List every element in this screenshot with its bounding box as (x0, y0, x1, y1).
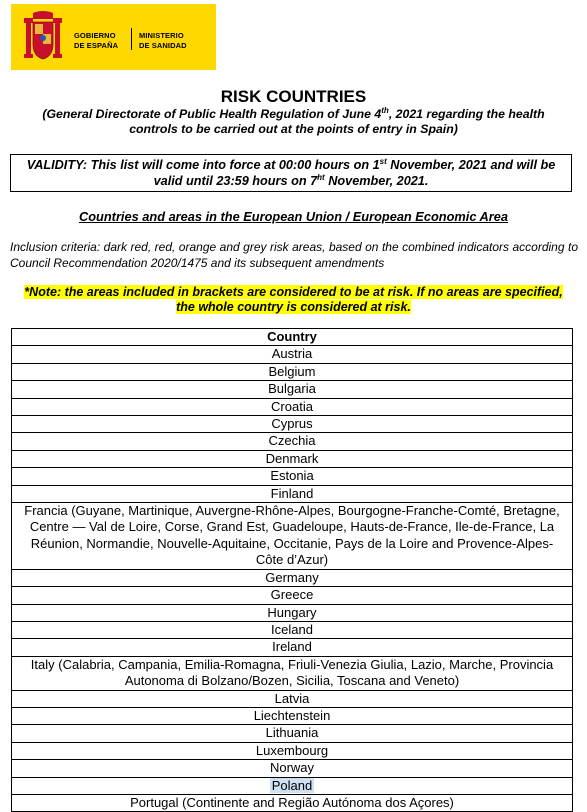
table-row (12, 794, 573, 811)
table-row (12, 569, 573, 586)
table-row (12, 587, 573, 604)
table-row (12, 742, 573, 759)
country-cell: Francia (Guyane, Martinique, Auvergne-Rhône-Alpes, Bourgogne-Franche-Comté, Bretagne, Centre — Val de Loire, Corse, Grand Est, Guadeloupe, Hauts-de-France, Ile-de-France, La Réunion, Normandie, Nouvelle-Aquitaine, Occitanie, Pays de la Loire and Provence-Alpes-Côte d’Azur) (12, 503, 573, 570)
country-cell: Cyprus (12, 416, 573, 433)
country-cell: Finland (12, 485, 573, 502)
table-row (12, 707, 573, 724)
country-cell: Hungary (12, 604, 573, 621)
country-cell: Denmark (12, 450, 573, 467)
section-title: Countries and areas in the European Union / European Economic Area (78, 209, 508, 224)
country-cell: Portugal (Continente and Região Autónoma dos Açores) (12, 794, 573, 811)
inclusion-criteria: Inclusion criteria: dark red, red, orange and grey risk areas, based on the combined indicators according to Council Recommendation 2020/1475 and its subsequent amendments (10, 240, 578, 270)
country-cell: Croatia (12, 398, 573, 415)
logo-divider (131, 28, 132, 50)
table-header-country: Country (12, 329, 573, 346)
country-cell: Norway (12, 760, 573, 777)
table-row (12, 468, 573, 485)
country-cell (12, 777, 573, 794)
table-row (12, 725, 573, 742)
table-row (12, 503, 573, 570)
table-row (12, 450, 573, 467)
country-cell: Bulgaria (12, 381, 573, 398)
country-cell: Germany (12, 569, 573, 586)
table-row (12, 398, 573, 415)
table-row (12, 363, 573, 380)
country-cell: Lithuania (12, 725, 573, 742)
table-row (12, 656, 573, 690)
table-row (12, 381, 573, 398)
page-subtitle: (General Directorate of Public Health Regulation of June 4th, 2021 regarding the health controls to be carried out at the points of entry in Spain) (42, 105, 545, 136)
note-line-1: *Note: the areas included in brackets are considered to be at risk. If no areas are specified, (24, 285, 563, 299)
country-cell: Ireland (12, 639, 573, 656)
government-logo (11, 4, 216, 70)
table-row (12, 485, 573, 502)
note-highlight (0, 285, 587, 315)
country-cell: Austria (12, 346, 573, 363)
table-row (12, 604, 573, 621)
table-row (12, 760, 573, 777)
country-cell: Luxembourg (12, 742, 573, 759)
country-table (11, 328, 573, 812)
country-cell: Italy (Calabria, Campania, Emilia-Romagna, Friuli-Venezia Giulia, Lazio, Marche, Provincia Autonoma di Bolzano/Bozen, Sicilia, Toscana and Veneto) (12, 656, 573, 690)
country-cell: Latvia (12, 690, 573, 707)
country-cell: Estonia (12, 468, 573, 485)
country-cell: Belgium (12, 363, 573, 380)
country-cell: Liechtenstein (12, 707, 573, 724)
table-row (12, 433, 573, 450)
validity-box: VALIDITY: This list will come into force at 00:00 hours on 1st November, 2021 and will be valid until 23:59 hours on $7^{ht}$ November, 2021. (10, 154, 572, 192)
ministry-label: MINISTERIO DE SANIDAD (139, 31, 187, 50)
table-row (12, 416, 573, 433)
table-row (12, 639, 573, 656)
page-title: RISK COUNTRIES (220, 87, 367, 106)
highlighted-country: Poland (271, 777, 313, 793)
country-cell: Czechia (12, 433, 573, 450)
government-label: GOBIERNO DE ESPAÑA (74, 31, 119, 50)
table-row (12, 621, 573, 638)
country-cell: Greece (12, 587, 573, 604)
table-row (12, 346, 573, 363)
coat-of-arms-icon (21, 10, 65, 64)
table-row (12, 690, 573, 707)
country-cell: Iceland (12, 621, 573, 638)
table-row (12, 777, 573, 794)
note-line-2: the whole country is considered at risk. (176, 300, 411, 314)
